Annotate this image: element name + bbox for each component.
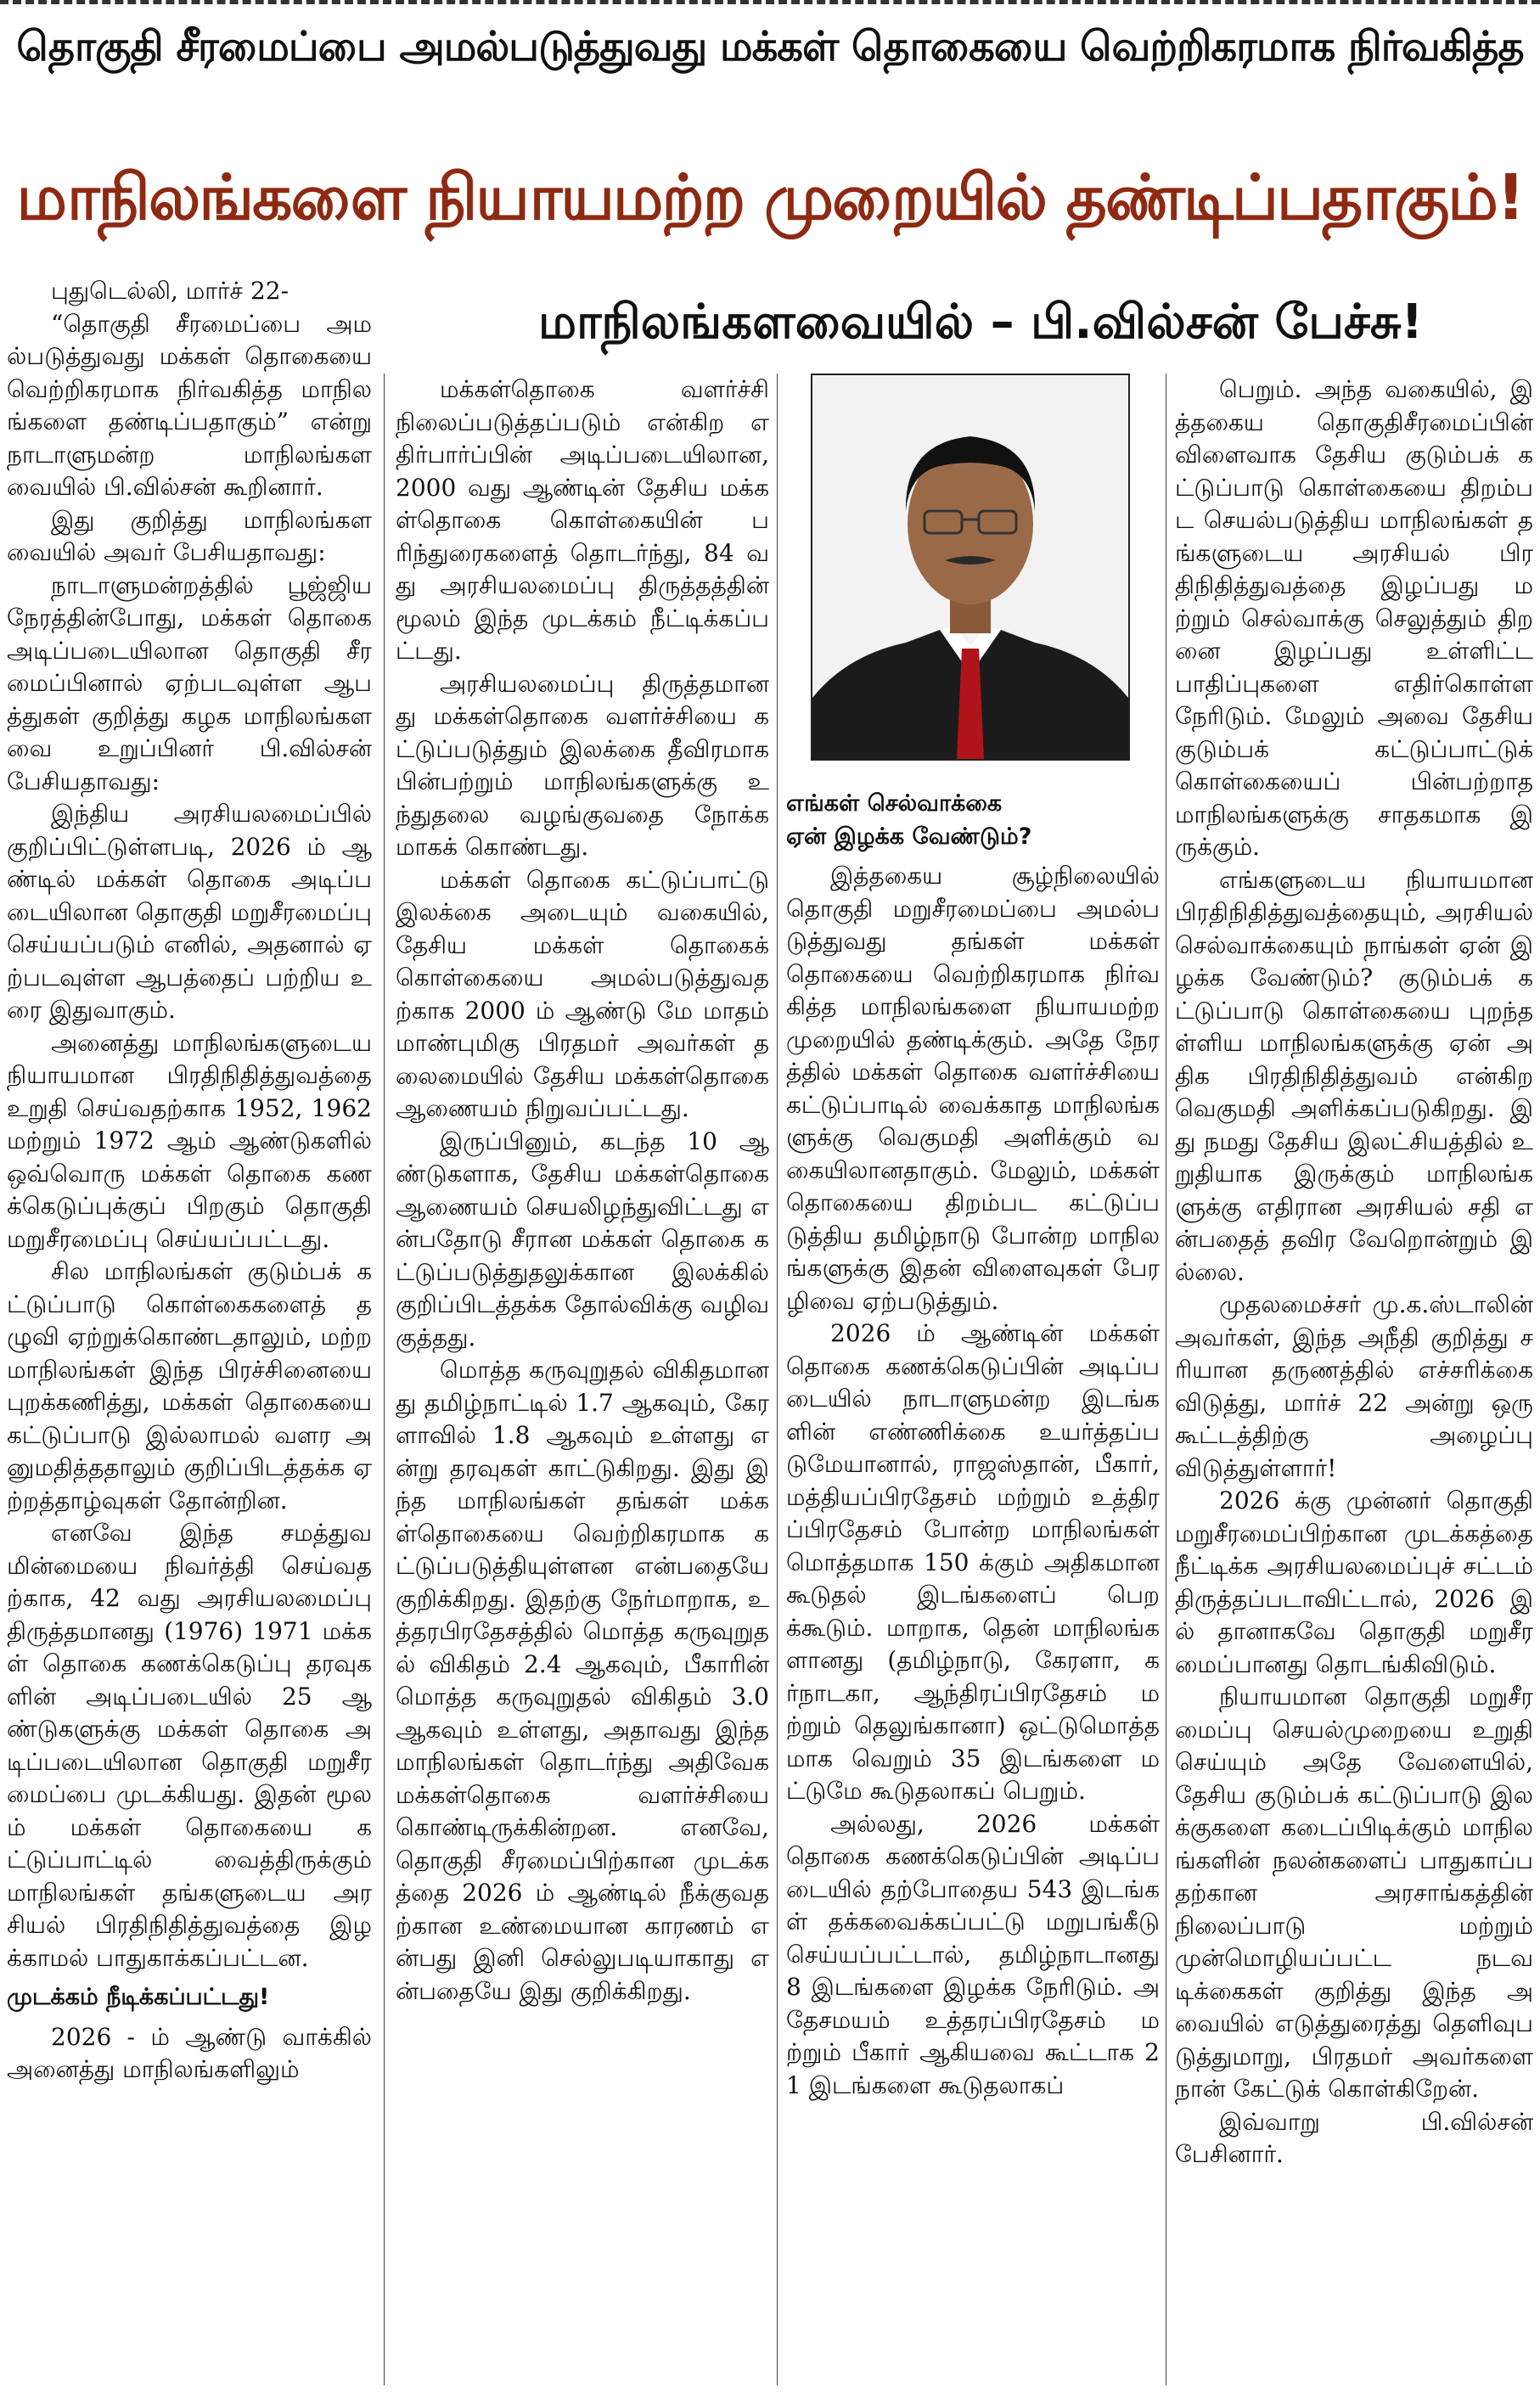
paragraph: இருப்பினும், கடந்த 10 ஆண்டுகளாக, தேசிய மக்கள்தொகை ஆணையம் செயலிழந்துவிட்டது என்பதோடு சீரான மக்கள் தொகை கட்டுப்படுத்துதலுக்கான இலக்கில் குறிப்பிடத்தக்க தோல்விக்கு வழிவகுத்தது. [396,1126,769,1351]
column-2 [396,374,769,2394]
subheadline: மாநிலங்களவையில் – பி.வில்சன் பேச்சு! [538,295,1423,350]
paragraph: நியாயமான தொகுதி மறுசீரமைப்பு செயல்முறையை உறுதி செய்யும் அதே வேளையில், தேசிய குடும்பக் கட்டுப்பாடு இலக்குகளை கடைப்பிடிக்கும் மாநிலங்களின் நலன்களைப் பாதுகாப்பதற்கான அரசாங்கத்தின் நிலைப்பாடு மற்றும் முன்மொழியப்பட்ட நடவடிக்கைகள் குறித்து இந்த அவையில் எடுத்துரைத்து தெளிவுபடுத்துமாறு, பிரதமர் அவர்களை நான் கேட்டுக் கொள்கிறேன். [1175,1683,1533,2103]
paragraph: “தொகுதி சீரமைப்பை அமல்படுத்துவது மக்கள் தொகையை வெற்றிகரமாக நிர்வகித்த மாநிலங்களை தண்டிப்பதாகும்” என்று நாடாளுமன்ற மாநிலங்களவையில் பி.வில்சன் கூறினார். [7,309,372,501]
dateline: புதுடெல்லி, மார்ச் 22- [51,277,289,305]
paragraph: பெறும். அந்த வகையில், இத்தகைய தொகுதிசீரமைப்பின் விளைவாக தேசிய குடும்பக் கட்டுப்பாடு கொள்கையை திறம்பட செயல்படுத்திய மாநிலங்கள் தங்களுடைய அரசியல் பிரதிநிதித்துவத்தை இழப்பது மற்றும் செல்வாக்கு செலுத்தும் திறனை இழப்பது உள்ளிட்ட பாதிப்புகளை எதிர்கொள்ள நேரிடும். மேலும் அவை தேசிய குடும்பக் கட்டுப்பாட்டுக் கொள்கையைப் பின்பற்றாத மாநிலங்களுக்கு சாதகமாக இருக்கும். [1175,375,1533,861]
paragraph: நாடாளுமன்றத்தில் பூஜ்ஜிய நேரத்தின்போது, மக்கள் தொகை அடிப்படையிலான தொகுதி சீரமைப்பினால் ஏற்படவுள்ள ஆபத்துகள் குறித்து கழக மாநிலங்களவை உறுப்பினர் பி.வில்சன் பேசியதாவது: [7,570,372,795]
section-subheading: முடக்கம் நீடிக்கப்பட்டது! [7,1984,270,2010]
photo-caption [786,788,1160,853]
paragraph: எங்களுடைய நியாயமான பிரதிநிதித்துவத்தையும், அரசியல் செல்வாக்கையும் நாங்கள் ஏன் இழக்க வேண்டும்? குடும்பக் கட்டுப்பாடு கொள்கையை புறந்தள்ளிய மாநிலங்களுக்கு ஏன் அதிக பிரதிநிதித்துவம் என்கிற வெகுமதி அளிக்கப்படுகிறது. இது நமது தேசிய இலட்சியத்தில் உறுதியாக இருக்கும் மாநிலங்களுக்கு எதிரான அரசியல் சதி என்பதைத் தவிர வேறொன்றும் இல்லை. [1175,865,1533,1286]
paragraph: அல்லது, 2026 மக்கள் தொகை கணக்கெடுப்பின் அடிப்படையில் தற்போதைய 543 இடங்கள் தக்கவைக்கப்பட்டு மறுபங்கீடு செய்யப்பட்டால், தமிழ்நாடானது 8 இடங்களை இழக்க நேரிடும். அதேசமயம் உத்தரப்பிரதேசம் மற்றும் பீகார் ஆகியவை கூட்டாக 21 இடங்களை கூடுதலாகப் [786,1809,1160,2099]
paragraph: இந்திய அரசியலமைப்பில் குறிப்பிட்டுள்ளபடி, 2026 ம் ஆண்டில் மக்கள் தொகை அடிப்படையிலான தொகுதி மறுசீரமைப்பு செய்யப்படும் எனில், அதனால் ஏற்படவுள்ள ஆபத்தைப் பற்றிய உரை இதுவாகும். [7,800,372,1024]
paragraph: மக்கள்தொகை வளர்ச்சி நிலைப்படுத்தப்படும் என்கிற எதிர்பார்ப்பின் அடிப்படையிலான, 2000 வது ஆண்டின் தேசிய மக்கள்தொகை கொள்கையின் பரிந்துரைகளைத் தொடர்ந்து, 84 வது அரசியலமைப்பு திருத்தத்தின் மூலம் இந்த முடக்கம் நீட்டிக்கப்பட்டது. [396,375,769,665]
main-headline: மாநிலங்களை நியாயமற்ற முறையில் தண்டிப்பதாகும்! [16,161,1524,234]
column-divider [777,374,778,2385]
portrait-illustration [812,375,1128,759]
column-divider [384,374,385,2385]
paragraph: அனைத்து மாநிலங்களுடைய நியாயமான பிரதிநிதித்துவத்தை உறுதி செய்வதற்காக 1952, 1962 மற்றும் 1972 ஆம் ஆண்டுகளில் ஒவ்வொரு மக்கள் தொகை கணக்கெடுப்புக்குப் பிறகும் தொகுதி மறுசீரமைப்பு செய்யப்பட்டது. [7,1028,372,1253]
top-dashed-border [0,0,1540,7]
kicker-headline: தொகுதி சீரமைப்பை அமல்படுத்துவது மக்கள் தொகையை வெற்றிகரமாக நிர்வகித்த [16,23,1524,70]
paragraph: மொத்த கருவுறுதல் விகிதமானது தமிழ்நாட்டில் 1.7 ஆகவும், கேரளாவில் 1.8 ஆகவும் உள்ளது என்று தரவுகள் காட்டுகிறது. இது இந்த மாநிலங்கள் தங்கள் மக்கள்தொகையை வெற்றிகரமாக கட்டுப்படுத்தியுள்ளன என்பதையே குறிக்கிறது. இதற்கு நேர்மாறாக, உத்தரபிரதேசத்தில் மொத்த கருவுறுதல் விகிதம் 2.4 ஆகவும், பீகாரின் மொத்த கருவுறுதல் விகிதம் 3.0 ஆகவும் உள்ளது, அதாவது இந்த மாநிலங்கள் தொடர்ந்து அதிவேக மக்கள்தொகை வளர்ச்சியை கொண்டிருக்கின்றன. எனவே, தொகுதி சீரமைப்பிற்கான முடக்கத்தை 2026 ம் ஆண்டில் நீக்குவதற்கான உண்மையான காரணம் என்பது இனி செல்லுபடியாகாது என்பதையே இது குறிக்கிறது. [396,1356,769,2005]
paragraph: சில மாநிலங்கள் குடும்பக் கட்டுப்பாடு கொள்கைகளைத் தழுவி ஏற்றுக்கொண்டதாலும், மற்ற மாநிலங்கள் இந்த பிரச்சினையை புறக்கணித்து, மக்கள் தொகையை கட்டுப்பாடு இல்லாமல் வளர அனுமதித்ததாலும் குறிப்பிடத்தக்க ஏற்றத்தாழ்வுகள் தோன்றின. [7,1257,372,1514]
paragraph: முதலமைச்சர் மு.க.ஸ்டாலின் அவர்கள், இந்த அநீதி குறித்து சரியான தருணத்தில் எச்சரிக்கை விடுத்து, மார்ச் 22 அன்று ஒரு கூட்டத்திற்கு அழைப்பு விடுத்துள்ளார்! [1175,1290,1533,1482]
paragraph: எனவே இந்த சமத்துவமின்மையை நிவர்த்தி செய்வதற்காக, 42 வது அரசியலமைப்பு திருத்தமானது (1976) 1971 மக்கள் தொகை கணக்கெடுப்பு தரவுகளின் அடிப்படையில் 25 ஆண்டுகளுக்கு மக்கள் தொகை அடிப்படையிலான தொகுதி மறுசீரமைப்பை முடக்கியது. இதன் மூலம் மக்கள் தொகையை கட்டுப்பாட்டில் வைத்திருக்கும் மாநிலங்கள் தங்களுடைய அரசியல் பிரதிநிதித்துவத்தை இழக்காமல் பாதுகாக்கப்பட்டன. [7,1519,372,1972]
paragraph: இவ்வாறு பி.வில்சன் பேசினார். [1175,2107,1533,2168]
paragraph: 2026 க்கு முன்னர் தொகுதி மறுசீரமைப்பிற்கான முடக்கத்தை நீட்டிக்க அரசியலமைப்புச் சட்டம் திருத்தப்படாவிட்டால், 2026 இல் தானாகவே தொகுதி மறுசீரமைப்பானது தொடங்கிவிடும். [1175,1486,1533,1678]
caption-line: எங்கள் செல்வாக்கை [786,790,1003,817]
paragraph: 2026 - ம் ஆண்டு வாக்கில் அனைத்து மாநிலங்களிலும் [7,2022,372,2083]
paragraph: இத்தகைய சூழ்நிலையில் தொகுதி மறுசீரமைப்பை அமல்படுத்துவது தங்கள் மக்கள் தொகையை வெற்றிகரமாக நிர்வகித்த மாநிலங்களை நியாயமற்ற முறையில் தண்டிக்கும். அதே நேரத்தில் மக்கள் தொகை வளர்ச்சியை கட்டுப்பாடில் வைக்காத மாநிலங்களுக்கு வெகுமதி அளிக்கும் வகையிலானதாகும். மேலும், மக்கள் தொகையை திறம்பட கட்டுப்படுத்திய தமிழ்நாடு போன்ற மாநிலங்களுக்கு இதன் விளைவுகள் பேரழிவை ஏற்படுத்தும். [786,862,1160,1315]
column-1 [7,275,372,2394]
column-4 [1175,374,1533,2394]
paragraph: இது குறித்து மாநிலங்களவையில் அவர் பேசியதாவது: [7,505,372,566]
column-3 [786,781,1160,2394]
paragraph: அரசியலமைப்பு திருத்தமானது மக்கள்தொகை வளர்ச்சியை கட்டுப்படுத்தும் இலக்கை தீவிரமாக பின்பற்றும் மாநிலங்களுக்கு உந்துதலை வழங்குவதை நோக்கமாகக் கொண்டது. [396,669,769,861]
caption-line: ஏன் இழக்க வேண்டும்? [786,823,1032,850]
paragraph: மக்கள் தொகை கட்டுப்பாட்டு இலக்கை அடையும் வகையில், தேசிய மக்கள் தொகைக் கொள்கையை அமல்படுத்துவதற்காக 2000 ம் ஆண்டு மே மாதம் மாண்புமிகு பிரதமர் அவர்கள் தலைமையில் தேசிய மக்கள்தொகை ஆணையம் நிறுவப்பட்டது. [396,865,769,1122]
portrait-photo [811,374,1130,761]
paragraph: 2026 ம் ஆண்டின் மக்கள் தொகை கணக்கெடுப்பின் அடிப்படையில் நாடாளுமன்ற இடங்களின் எண்ணிக்கை உயர்த்தப்படுமேயானால், ராஜஸ்தான், பீகார், மத்தியப்பிரதேசம் மற்றும் உத்திரப்பிரதேசம் போன்ற மாநிலங்கள் மொத்தமாக 150 க்கும் அதிகமான கூடுதல் இடங்களைப் பெறக்கூடும். மாறாக, தென் மாநிலங்களானது (தமிழ்நாடு, கேரளா, கர்நாடகா, ஆந்திரப்பிரதேசம் மற்றும் தெலுங்கானா) ஒட்டுமொத்தமாக வெறும் 35 இடங்களை மட்டுமே கூடுதலாகப் பெறும். [786,1319,1160,1805]
